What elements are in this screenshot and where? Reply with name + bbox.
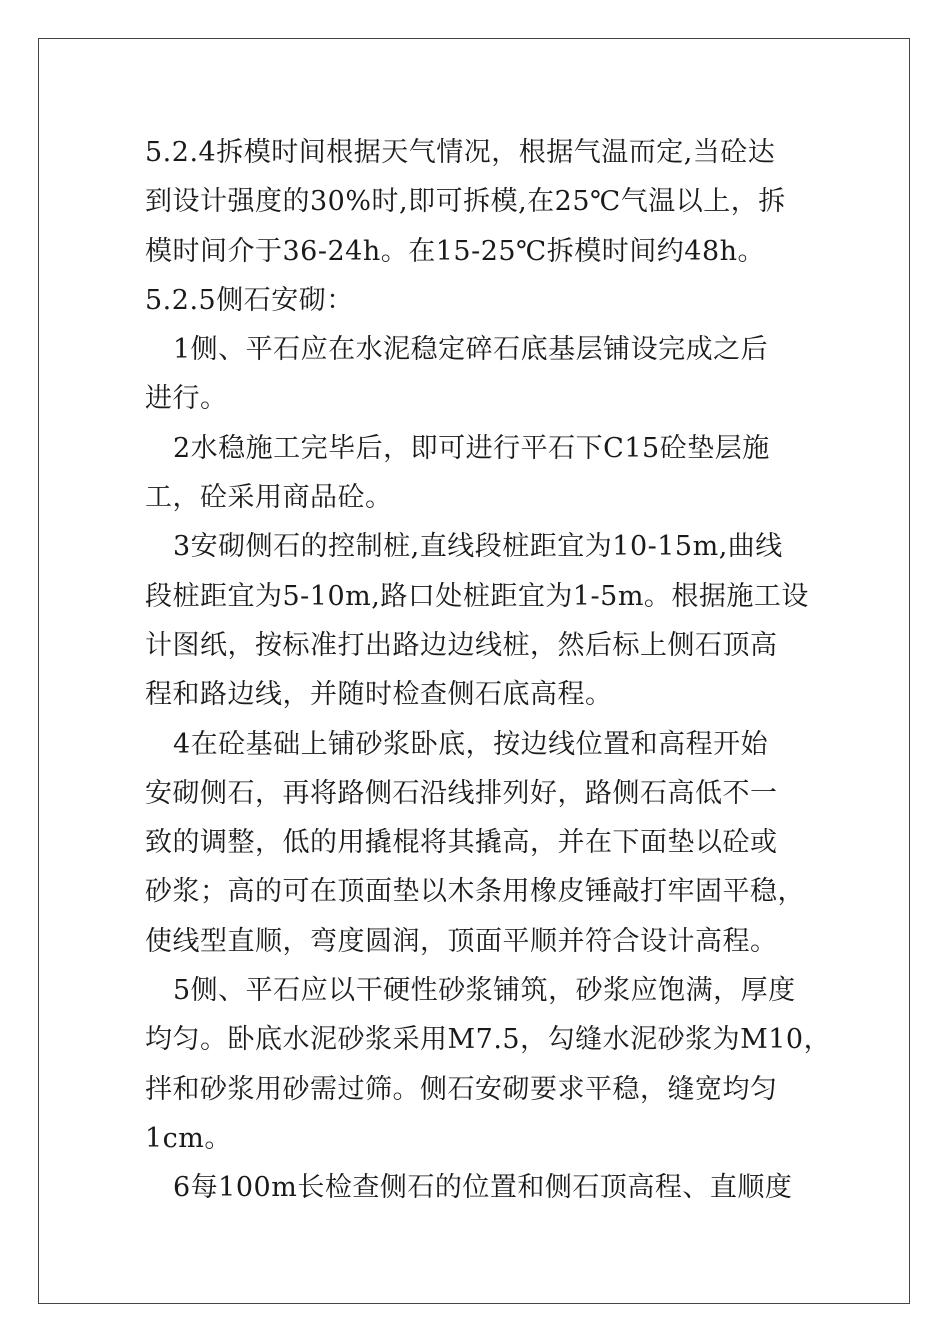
- list-item-5: 5侧、平石应以干硬性砂浆铺筑，砂浆应饱满，厚度: [173, 975, 796, 1007]
- list-item-2: 2水稳施工完毕后，即可进行平石下C15砼垫层施: [173, 432, 770, 464]
- list-item-3: 3安砌侧石的控制桩,直线段桩距宜为10-15m,曲线: [173, 531, 783, 563]
- text-line: 段桩距宜为5-10m,路口处桩距宜为1-5m。根据施工设: [145, 580, 809, 612]
- text-line: 程和路边线，并随时检查侧石底高程。: [145, 679, 613, 711]
- list-item-4: 4在砼基础上铺砂浆卧底，按边线位置和高程开始: [173, 728, 769, 760]
- document-body: [145, 128, 832, 1213]
- text-line: 模时间介于36-24h。在15-25℃拆模时间约48h。: [145, 235, 766, 267]
- list-item-1: 1侧、平石应在水泥稳定碎石底基层铺设完成之后: [173, 334, 769, 366]
- text-line: 计图纸，按标准打出路边边线桩，然后标上侧石顶高: [145, 629, 778, 661]
- text-line: 1cm。: [145, 1122, 232, 1154]
- text-line: 拌和砂浆用砂需过筛。侧石安砌要求平稳，缝宽均匀: [145, 1073, 778, 1105]
- text-line: 5.2.4拆模时间根据天气情况，根据气温而定,当砼达: [145, 137, 776, 168]
- text-line: 进行。: [145, 383, 228, 415]
- text-line: 砂浆；高的可在顶面垫以木条用橡皮锤敲打牢固平稳，: [145, 876, 805, 908]
- list-item-6: 6每100m长检查侧石的位置和侧石顶高程、直顺度: [173, 1172, 793, 1204]
- text-line: 均匀。卧底水泥砂浆采用M7.5，勾缝水泥砂浆为M10，: [145, 1024, 832, 1056]
- text-line: 使线型直顺，弯度圆润，顶面平顺并符合设计高程。: [145, 925, 778, 957]
- section-heading: 5.2.5侧石安砌：: [145, 284, 354, 316]
- text-line: 致的调整，低的用撬棍将其撬高，并在下面垫以砼或: [145, 827, 778, 859]
- text-line: 工，砼采用商品砼。: [145, 482, 393, 514]
- text-line: 到设计强度的30%时,即可拆模,在25℃气温以上，拆: [145, 186, 786, 218]
- text-line: 安砌侧石，再将路侧石沿线排列好，路侧石高低不一: [145, 777, 778, 809]
